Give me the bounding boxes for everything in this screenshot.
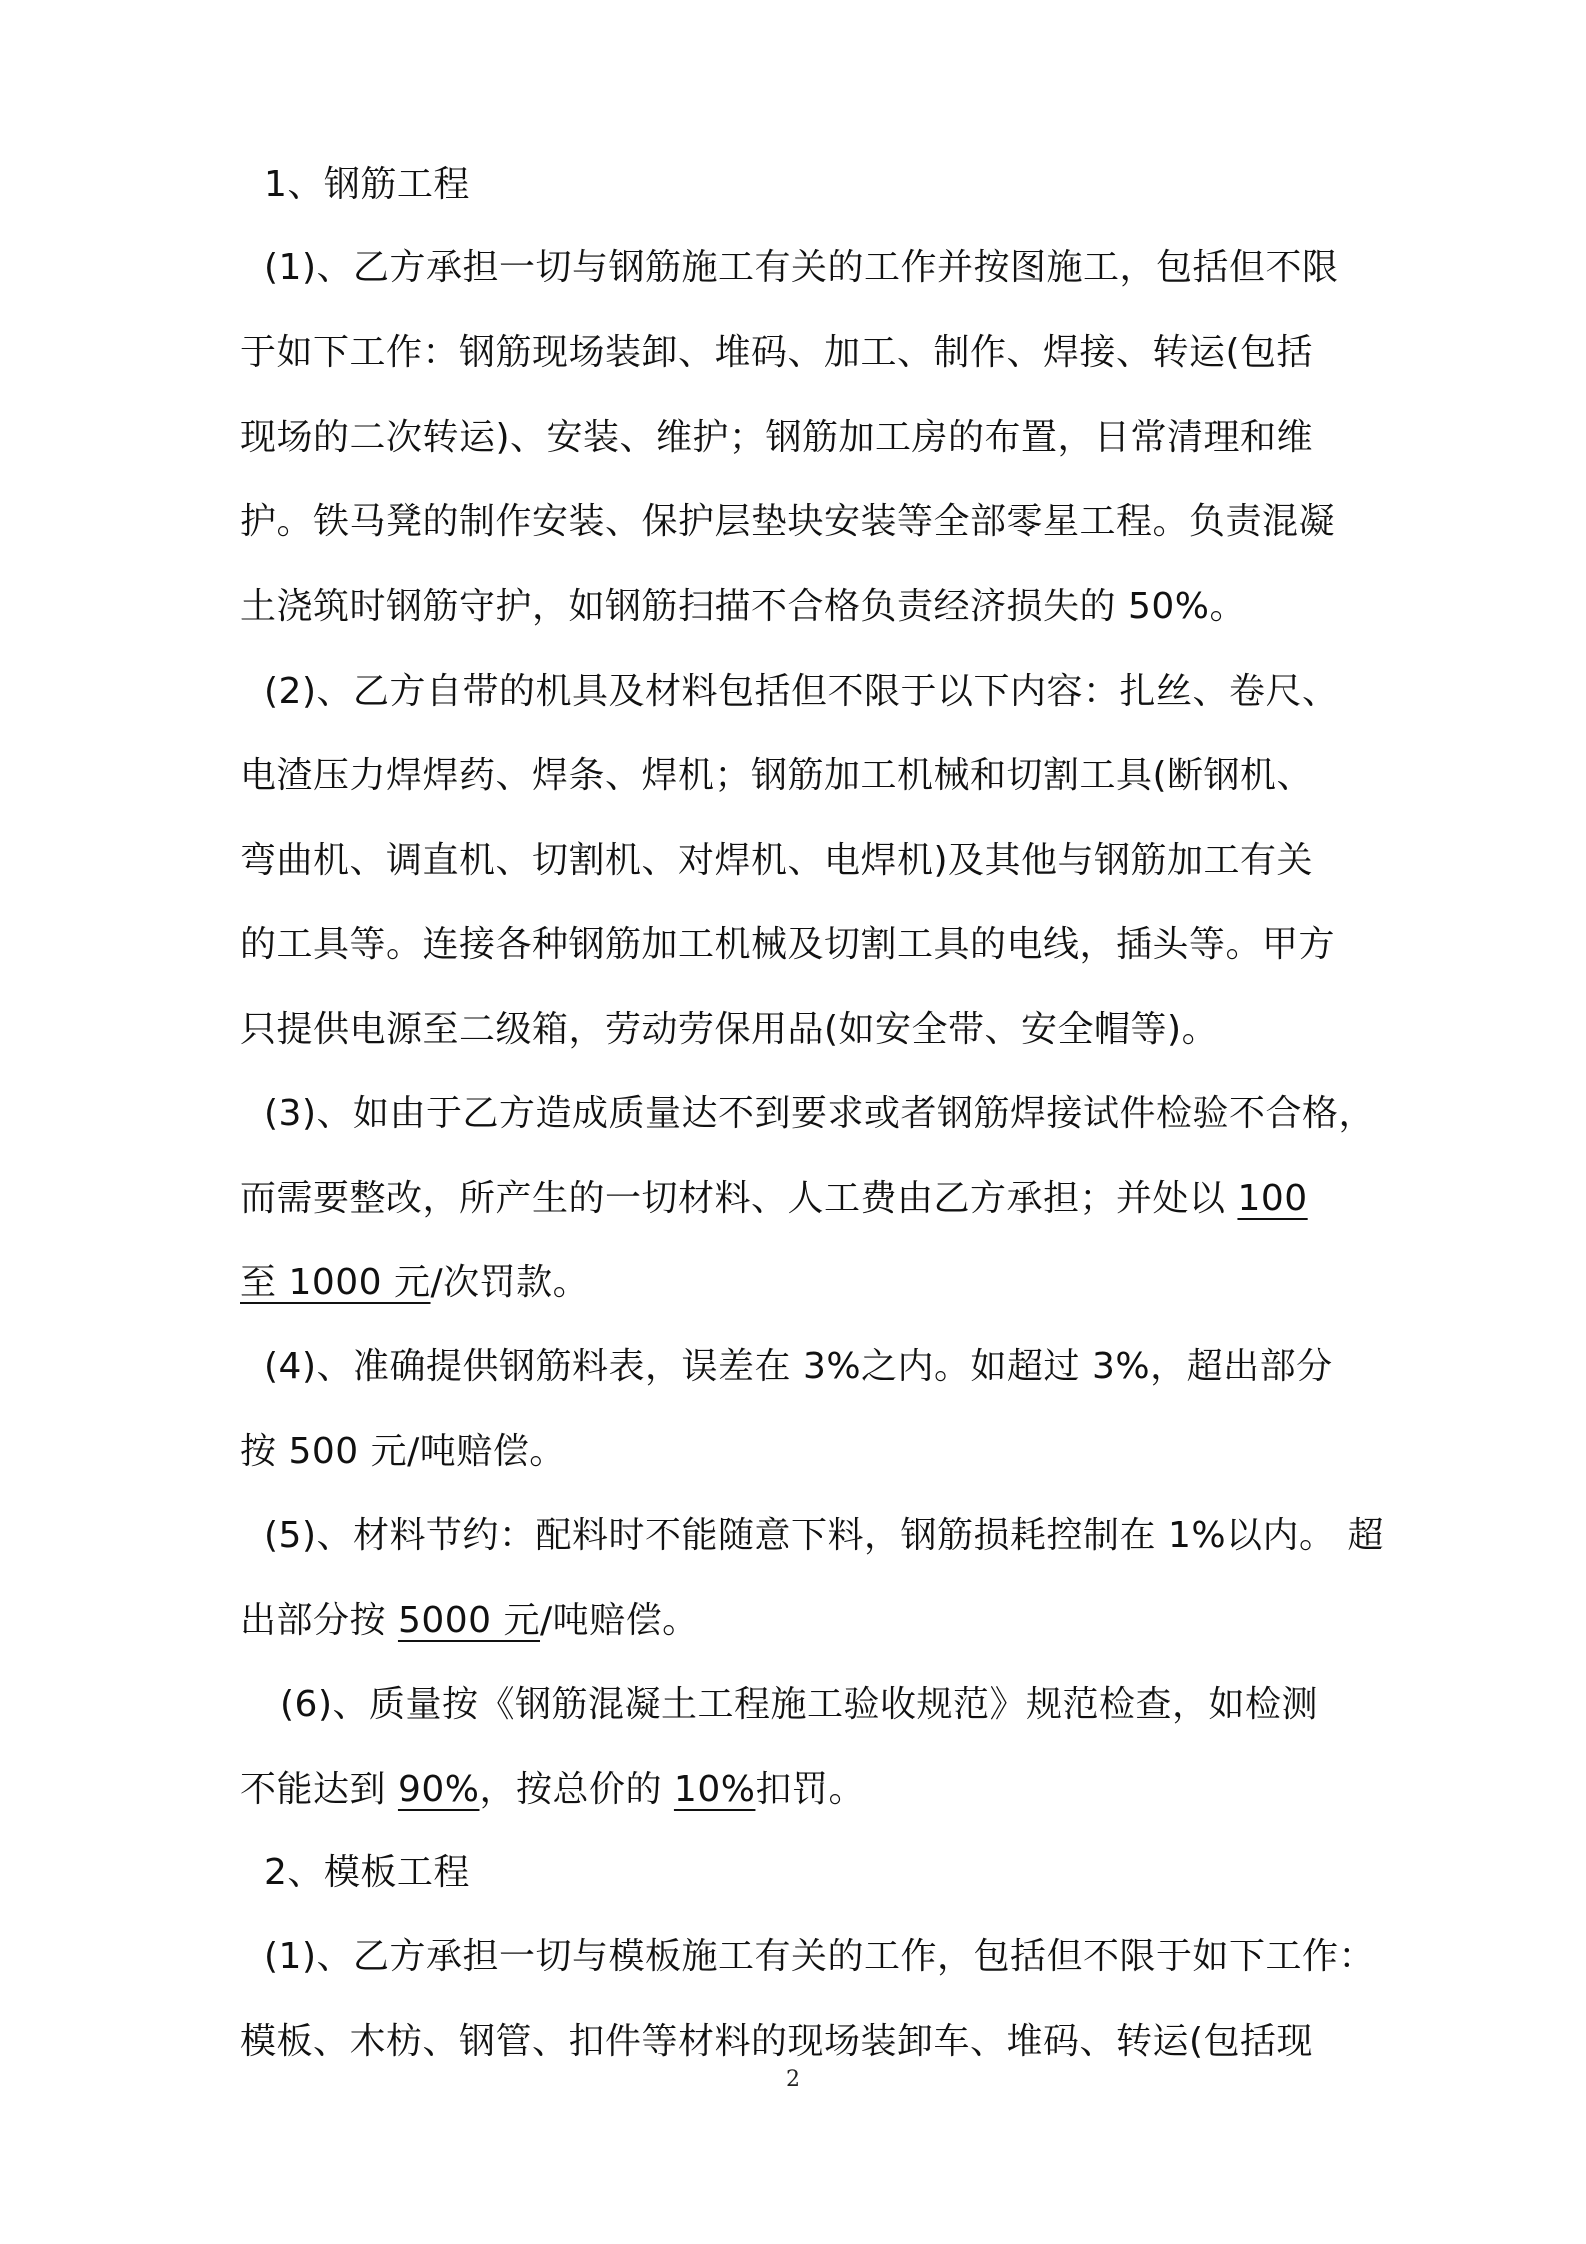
text-segment: 2、模板工程 — [264, 1852, 470, 1893]
text-segment: 现场的二次转运)、安装、维护；钢筋加工房的布置，日常清理和维 — [240, 417, 1314, 458]
text-segment: ，按总价的 — [479, 1769, 674, 1810]
page-number: 2 — [786, 2067, 800, 2092]
text-segment: 于如下工作：钢筋现场装卸、堆码、加工、制作、焊接、转运(包括 — [240, 332, 1314, 373]
text-segment: (4)、准确提供钢筋料表，误差在 3%之内。如超过 3%，超出部分 — [264, 1346, 1333, 1387]
paragraph-line — [240, 1597, 1360, 1645]
paragraph-line — [240, 837, 1360, 885]
paragraph-line — [264, 668, 1384, 716]
text-segment: (5)、材料节约：配料时不能随意下料，钢筋损耗控制在 1%以内。 超 — [264, 1515, 1384, 1556]
underlined-value: 90% — [397, 1769, 480, 1810]
paragraph-line — [240, 2018, 1360, 2066]
text-segment: /吨赔偿。 — [540, 1600, 699, 1641]
text-segment: (6)、质量按《钢筋混凝土工程施工验收规范》规范检查，如检测 — [280, 1684, 1318, 1725]
text-segment: 1、钢筋工程 — [264, 164, 470, 205]
paragraph-line — [240, 1766, 1360, 1814]
paragraph-line — [240, 414, 1360, 462]
text-segment: /次罚款。 — [430, 1262, 590, 1303]
text-segment: 按 500 元/吨赔偿。 — [240, 1431, 566, 1472]
paragraph-line — [240, 498, 1360, 546]
underlined-value: 10% — [673, 1769, 756, 1810]
paragraph-line — [240, 329, 1360, 377]
paragraph-line — [264, 1933, 1384, 1981]
paragraph-line — [264, 1512, 1384, 1560]
text-segment: (1)、乙方承担一切与钢筋施工有关的工作并按图施工，包括但不限 — [264, 247, 1339, 288]
text-segment: (2)、乙方自带的机具及材料包括但不限于以下内容：扎丝、卷尺、 — [264, 671, 1339, 712]
text-segment: 电渣压力焊焊药、焊条、焊机；钢筋加工机械和切割工具(断钢机、 — [240, 755, 1314, 796]
paragraph-line — [240, 1428, 1360, 1476]
section-heading-rebar — [264, 161, 1384, 209]
underlined-value: 100 — [1237, 1178, 1308, 1219]
text-segment: 扣罚。 — [755, 1769, 865, 1810]
text-segment: 护。铁马凳的制作安装、保护层垫块安装等全部零星工程。负责混凝 — [240, 501, 1336, 542]
text-segment: 弯曲机、调直机、切割机、对焊机、电焊机)及其他与钢筋加工有关 — [240, 840, 1314, 881]
text-segment: 土浇筑时钢筋守护，如钢筋扫描不合格负责经济损失的 50%。 — [240, 586, 1246, 627]
text-segment: (1)、乙方承担一切与模板施工有关的工作，包括但不限于如下工作： — [264, 1936, 1375, 1977]
paragraph-line — [240, 752, 1360, 800]
underlined-value: 5000 元 — [397, 1600, 541, 1641]
paragraph-line — [280, 1681, 1400, 1729]
paragraph-line — [264, 1343, 1384, 1391]
section-heading-formwork — [264, 1849, 1384, 1897]
text-segment: 只提供电源至二级箱，劳动劳保用品(如安全带、安全帽等)。 — [240, 1009, 1219, 1050]
paragraph-line — [240, 583, 1360, 631]
text-segment: (3)、如由于乙方造成质量达不到要求或者钢筋焊接试件检验不合格， — [264, 1093, 1375, 1134]
text-segment: 的工具等。连接各种钢筋加工机械及切割工具的电线，插头等。甲方 — [240, 924, 1336, 965]
paragraph-line — [240, 921, 1360, 969]
paragraph-line — [264, 244, 1384, 292]
text-segment: 不能达到 — [240, 1769, 398, 1810]
paragraph-line — [240, 1175, 1360, 1223]
text-segment: 模板、木枋、钢管、扣件等材料的现场装卸车、堆码、转运(包括现 — [240, 2021, 1314, 2062]
underlined-value: 至 1000 元 — [240, 1262, 431, 1303]
paragraph-line — [264, 1090, 1384, 1138]
paragraph-line — [240, 1259, 1360, 1307]
paragraph-line — [240, 1006, 1360, 1054]
text-segment: 出部分按 — [240, 1600, 398, 1641]
text-segment: 而需要整改，所产生的一切材料、人工费由乙方承担；并处以 — [240, 1178, 1238, 1219]
